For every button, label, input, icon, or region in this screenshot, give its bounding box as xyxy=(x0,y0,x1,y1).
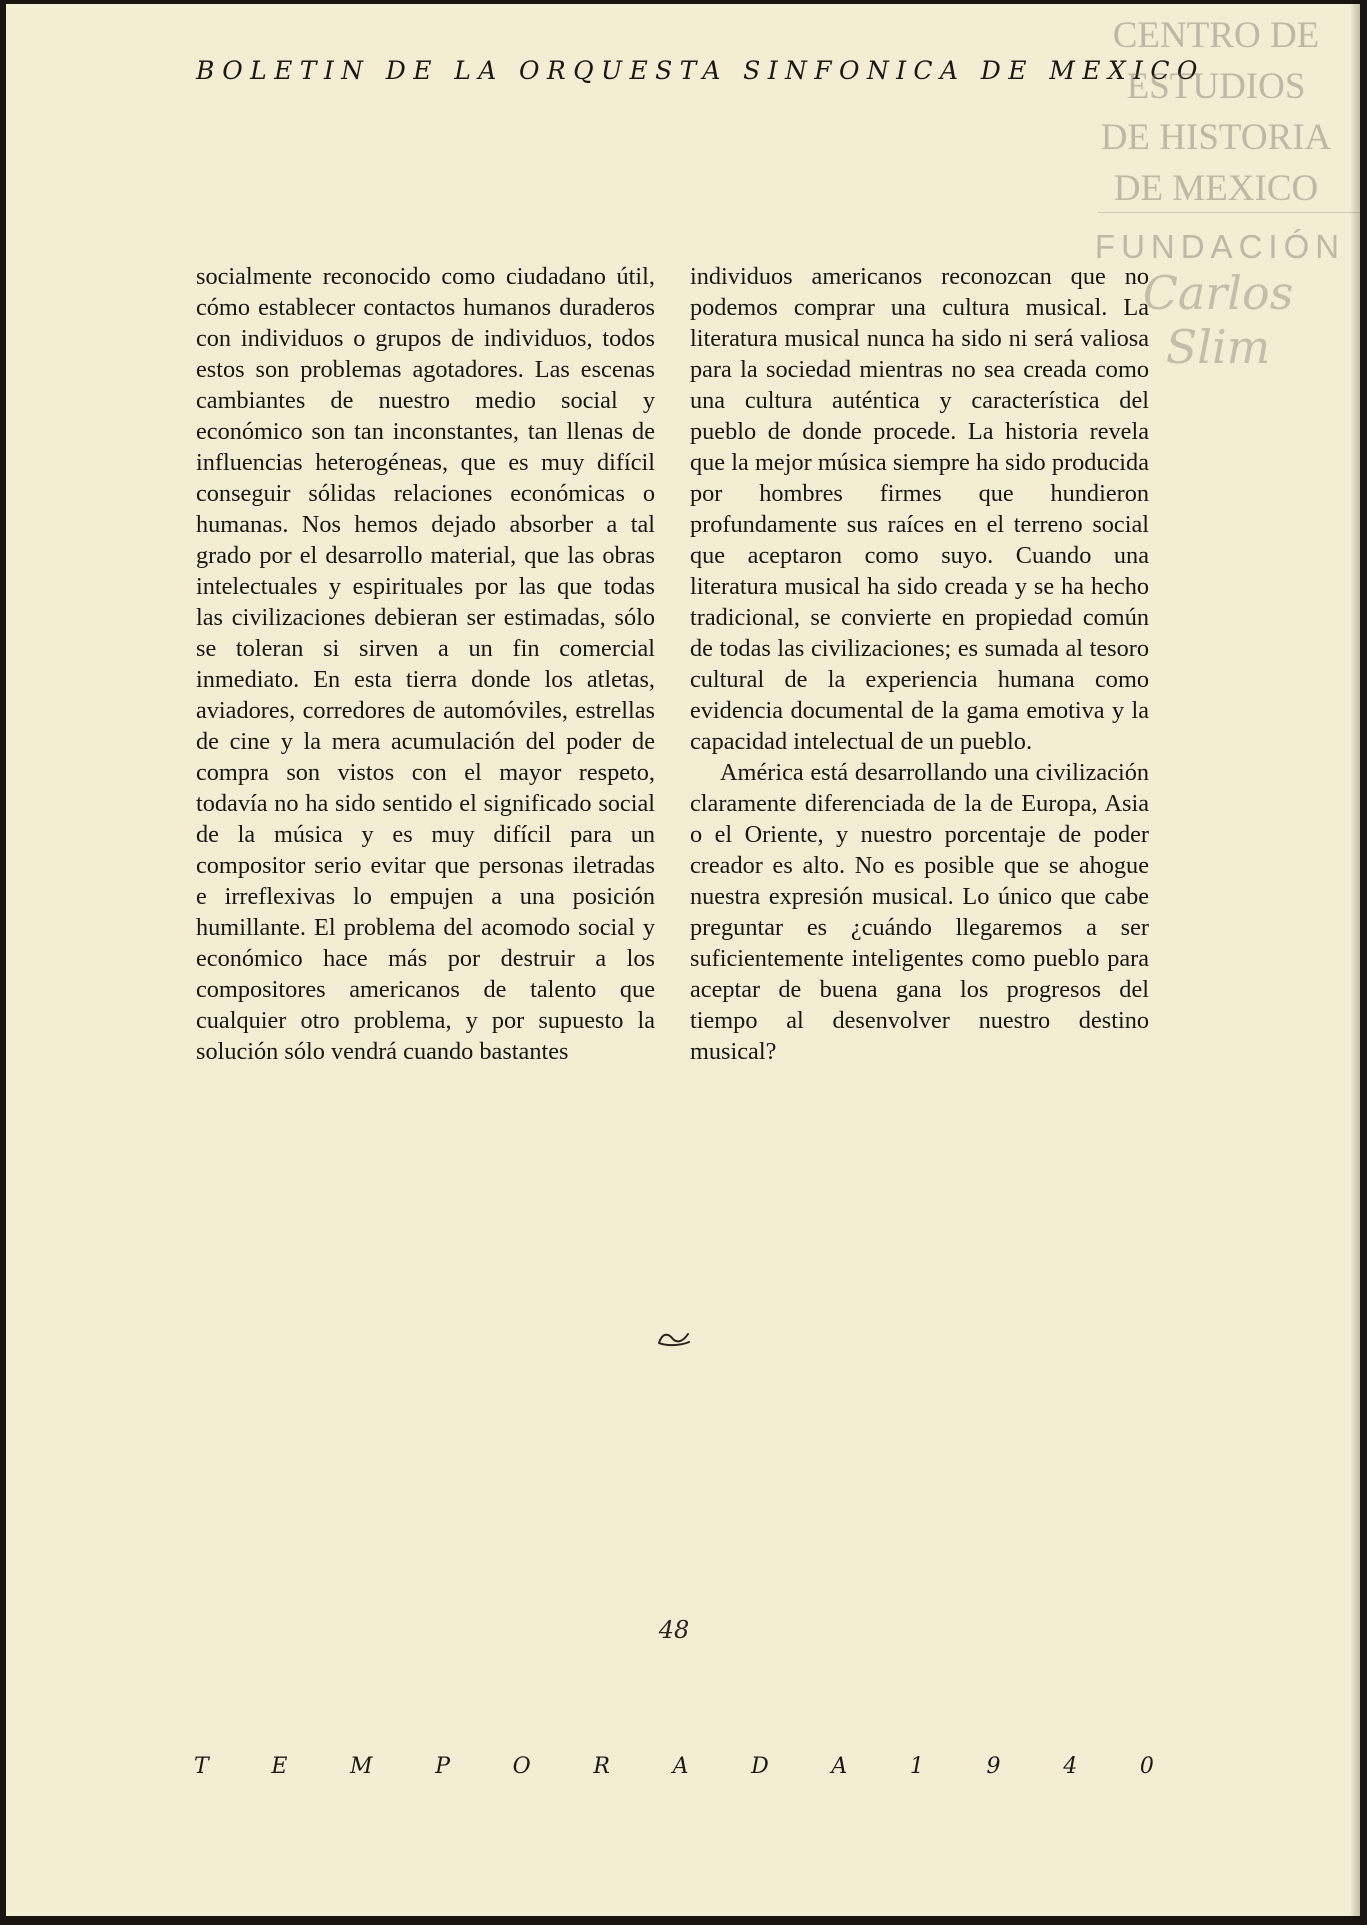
footer-letter: D xyxy=(751,1754,769,1779)
footer-letter: 1 xyxy=(909,1754,924,1779)
footer-letter: 4 xyxy=(1063,1754,1078,1779)
footer-letter: A xyxy=(831,1754,848,1779)
watermark-line: DE MEXICO xyxy=(1113,168,1319,209)
footer-letter: R xyxy=(593,1754,610,1779)
watermark-foundation: FUNDACIÓN xyxy=(1094,228,1346,265)
footer-letter: E xyxy=(271,1754,288,1779)
page-footer xyxy=(194,1754,1154,1779)
document-page xyxy=(6,4,1360,1916)
left-column-paragraph: socialmente reconocido como ciudadano útil, cómo establecer contactos humanos duraderos con individuos o grupos de individuos, todos estos son problemas agotadores. Las escenas cambiantes de nuestro medio social y económico son tan inconstantes, tan llenas de influencias heterogéneas, que es muy difícil conseguir sólidas relaciones económicas o humanas. Nos hemos dejado absorber a tal grado por el desarrollo material, que las obras intelectuales y espirituales por las que todas las civilizaciones debieran ser estimadas, sólo se toleran si sirven a un fin comercial inmediato. En esta tierra donde los atletas, aviadores, corredores de automóviles, estrellas de cine y la mera acumulación del poder de compra son vistos con el mayor respeto, todavía no ha sido sentido el significado social de la música y es muy difícil para un compositor serio evitar que personas iletradas e irreflexivas lo empujen a una posición humillante. El problema del acomodo social y económico hace más por destruir a los compositores americanos de talento que cualquier otro problema, y por supuesto la solución sólo vendrá cuando bastantes xyxy=(196,263,655,1065)
footer-letter: A xyxy=(672,1754,689,1779)
page-number: 48 xyxy=(658,1616,690,1644)
left-column xyxy=(196,261,655,1067)
page-edge-shadow xyxy=(1350,4,1360,1916)
ornament-icon xyxy=(656,1329,692,1349)
footer-letter: O xyxy=(512,1754,531,1779)
page-header: BOLETIN DE LA ORQUESTA SINFONICA DE MEXICO xyxy=(196,56,1205,85)
watermark-line: DE HISTORIA xyxy=(1100,117,1332,158)
watermark-line: ESTUDIOS xyxy=(1126,66,1306,107)
footer-letter: 9 xyxy=(986,1754,1001,1779)
right-column-paragraph-2: América está desarrollando una civilización claramente diferenciada de la de Europa, Asia o el Oriente, y nuestro porcentaje de poder creador es alto. No es posible que se ahogue nuestra expresión musical. Lo único que cabe preguntar es ¿cuándo llegaremos a ser suficientemente inteligentes como pueblo para aceptar de buena gana los progresos del tiempo al desenvolver nuestro destino musical? xyxy=(690,759,1149,1065)
footer-letter: M xyxy=(350,1754,373,1779)
right-column-paragraph-1: individuos americanos reconozcan que no podemos comprar una cultura musical. La literatura musical nunca ha sido ni será valiosa para la sociedad mientras no sea creada como una cultura auténtica y característica del pueblo de donde procede. La historia revela que la mejor música siempre ha sido producida por hombres firmes que hundieron profundamente sus raíces en el terreno social que aceptaron como suyo. Cuando una literatura musical ha sido creada y se ha hecho tradicional, se convierte en propiedad común de todas las civilizaciones; es sumada al tesoro cultural de la experiencia humana como evidencia documental de la gama emotiva y la capacidad intelectual de un pueblo. xyxy=(690,263,1149,755)
footer-letter: T xyxy=(194,1754,209,1779)
watermark-signature: Carlos Slim xyxy=(1142,266,1294,374)
watermark-line: CENTRO DE xyxy=(1112,15,1320,56)
footer-letter: P xyxy=(435,1754,451,1779)
watermark-institution xyxy=(1086,10,1346,214)
watermark-divider xyxy=(1098,212,1360,213)
footer-letter: 0 xyxy=(1139,1754,1154,1779)
right-column xyxy=(690,261,1149,1067)
